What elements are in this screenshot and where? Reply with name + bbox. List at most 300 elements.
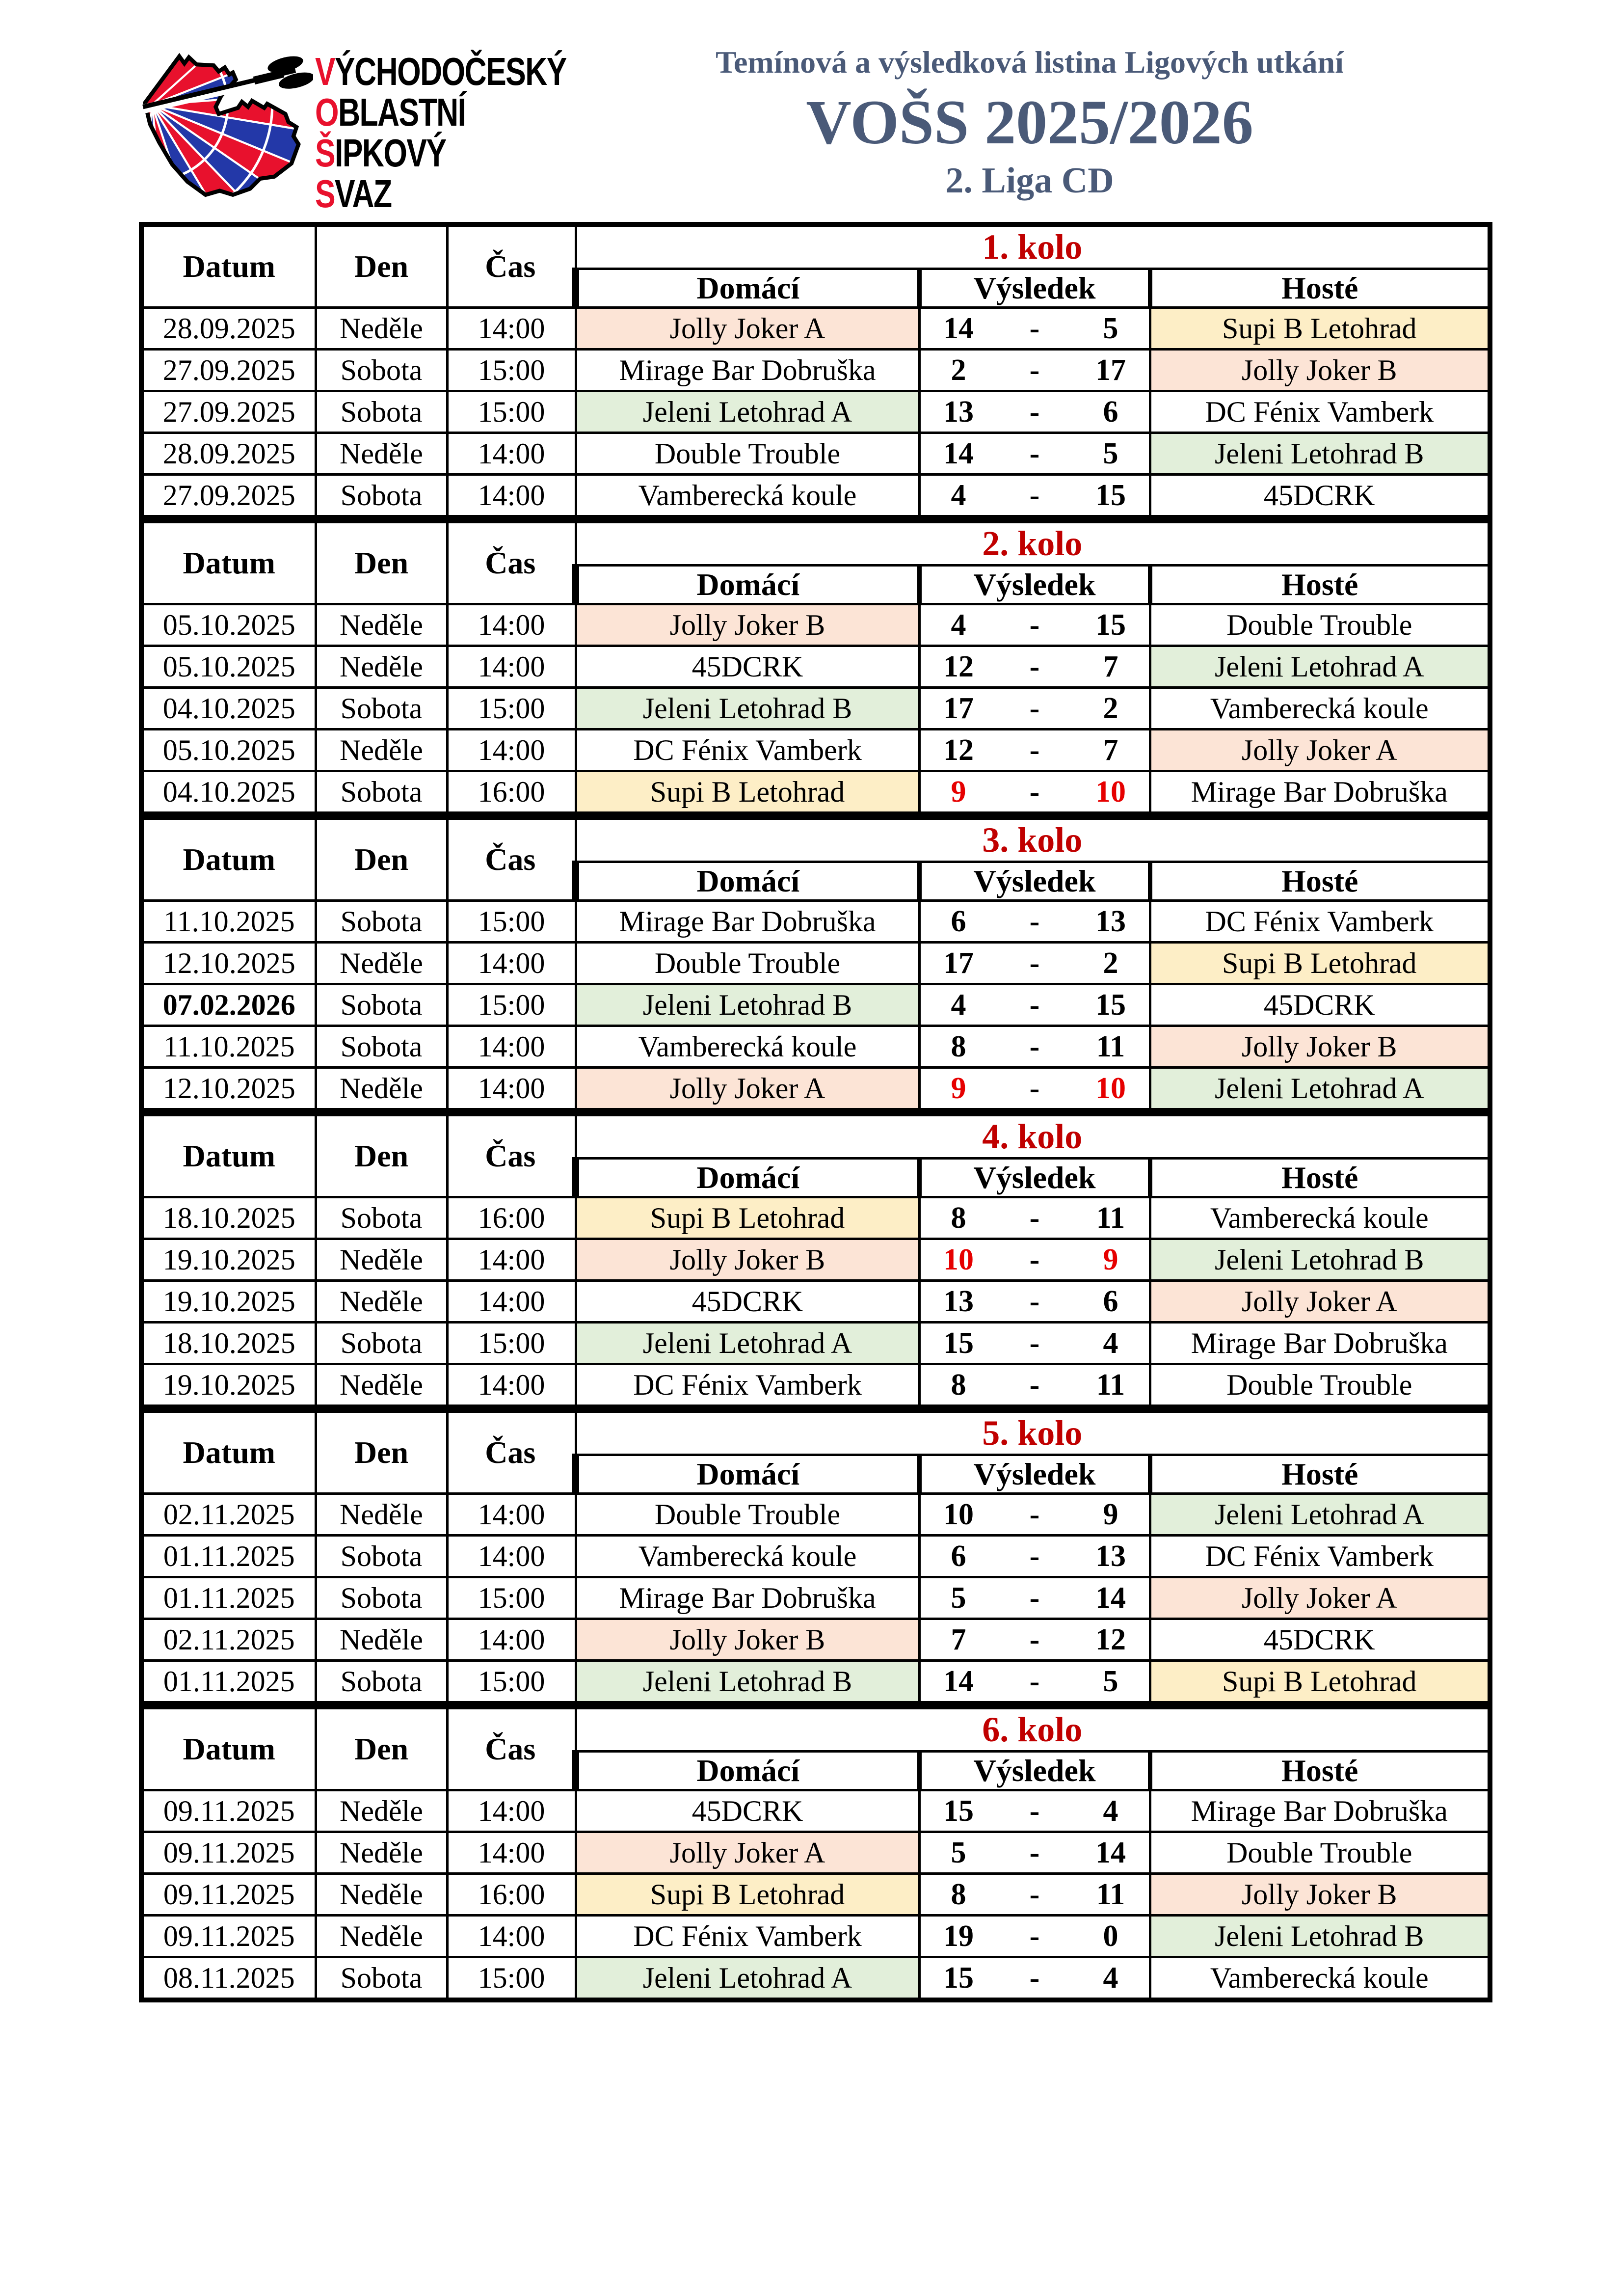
home-team-cell: DC Fénix Vamberk: [576, 1916, 919, 1957]
away-score: 4: [1103, 1794, 1118, 1828]
logo-initial: O: [315, 90, 338, 134]
home-team-cell: Vamberecká koule: [576, 1536, 919, 1577]
score-cell: [919, 1577, 1150, 1619]
score-dash: -: [1029, 1029, 1040, 1063]
col-header-cas: Čas: [447, 1707, 576, 1790]
col-header-den: Den: [316, 521, 447, 604]
logo-initial: Š: [315, 131, 335, 175]
date-cell: 28.09.2025: [141, 433, 316, 475]
away-team-cell: DC Fénix Vamberk: [1150, 1536, 1490, 1577]
day-cell: Sobota: [316, 688, 447, 729]
home-score: 8: [951, 1368, 966, 1402]
date-cell: 04.10.2025: [141, 771, 316, 814]
col-header-cas: Čas: [447, 224, 576, 308]
day-cell: Neděle: [316, 1619, 447, 1661]
home-team-cell: 45DCRK: [576, 1281, 919, 1323]
away-score: 6: [1103, 395, 1118, 429]
score-cell: [919, 1026, 1150, 1068]
away-score: 15: [1095, 478, 1126, 512]
home-score: 8: [951, 1877, 966, 1911]
score-cell: [919, 1068, 1150, 1111]
col-header-den: Den: [316, 1114, 447, 1197]
home-team-cell: Jeleni Letohrad A: [576, 1323, 919, 1364]
time-cell: 14:00: [447, 1619, 576, 1661]
score-cell: [919, 1494, 1150, 1536]
home-score: 15: [943, 1326, 974, 1360]
col-header-domaci: Domácí: [576, 1752, 919, 1790]
away-score: 13: [1095, 904, 1126, 938]
score-dash: -: [1029, 1794, 1040, 1828]
home-score: 4: [951, 478, 966, 512]
score-cell: [919, 1619, 1150, 1661]
away-team-cell: Jolly Joker B: [1150, 1026, 1490, 1068]
score-dash: -: [1029, 1836, 1040, 1869]
date-cell: 12.10.2025: [141, 1068, 316, 1111]
col-header-domaci: Domácí: [576, 269, 919, 308]
home-score: 7: [951, 1622, 966, 1656]
score-cell: [919, 1536, 1150, 1577]
title-block: [572, 45, 1488, 200]
time-cell: 15:00: [447, 1957, 576, 2000]
date-cell: 07.02.2026: [141, 984, 316, 1026]
date-cell: 05.10.2025: [141, 729, 316, 771]
home-team-cell: Supi B Letohrad: [576, 1874, 919, 1916]
score-dash: -: [1029, 1877, 1040, 1911]
home-team-cell: DC Fénix Vamberk: [576, 1364, 919, 1407]
col-header-datum: Datum: [141, 1707, 316, 1790]
away-team-cell: 45DCRK: [1150, 475, 1490, 518]
match-row: [141, 1281, 1490, 1323]
home-team-cell: Jolly Joker A: [576, 1832, 919, 1874]
time-cell: 15:00: [447, 901, 576, 943]
away-team-cell: Jeleni Letohrad B: [1150, 1239, 1490, 1281]
voss-logo-icon: [136, 43, 313, 215]
away-score: 9: [1103, 1497, 1118, 1531]
date-cell: 11.10.2025: [141, 1026, 316, 1068]
col-header-datum: Datum: [141, 521, 316, 604]
home-team-cell: Jeleni Letohrad A: [576, 391, 919, 433]
date-cell: 09.11.2025: [141, 1832, 316, 1874]
score-dash: -: [1029, 1497, 1040, 1531]
match-row: [141, 433, 1490, 475]
home-score: 5: [951, 1581, 966, 1615]
away-team-cell: Jeleni Letohrad A: [1150, 646, 1490, 688]
col-header-datum: Datum: [141, 817, 316, 901]
col-header-hoste: Hosté: [1150, 566, 1490, 604]
home-team-cell: Jolly Joker B: [576, 1239, 919, 1281]
score-cell: [919, 350, 1150, 391]
score-dash: -: [1029, 1326, 1040, 1360]
away-team-cell: Supi B Letohrad: [1150, 943, 1490, 984]
home-team-cell: Jeleni Letohrad B: [576, 1661, 919, 1704]
match-row: [141, 1068, 1490, 1111]
away-score: 15: [1095, 608, 1126, 642]
away-team-cell: Jeleni Letohrad B: [1150, 433, 1490, 475]
day-cell: Sobota: [316, 391, 447, 433]
col-header-hoste: Hosté: [1150, 1159, 1490, 1197]
score-cell: [919, 391, 1150, 433]
match-row: [141, 391, 1490, 433]
date-cell: 08.11.2025: [141, 1957, 316, 2000]
score-dash: -: [1029, 478, 1040, 512]
home-team-cell: Jolly Joker B: [576, 604, 919, 646]
away-score: 6: [1103, 1284, 1118, 1318]
score-dash: -: [1029, 946, 1040, 980]
home-team-cell: Double Trouble: [576, 1494, 919, 1536]
col-header-cas: Čas: [447, 521, 576, 604]
time-cell: 14:00: [447, 1790, 576, 1832]
match-row: [141, 1577, 1490, 1619]
date-cell: 12.10.2025: [141, 943, 316, 984]
home-team-cell: Supi B Letohrad: [576, 771, 919, 814]
away-team-cell: Mirage Bar Dobruška: [1150, 771, 1490, 814]
score-dash: -: [1029, 988, 1040, 1022]
score-cell: [919, 1323, 1150, 1364]
time-cell: 14:00: [447, 1536, 576, 1577]
score-dash: -: [1029, 1201, 1040, 1235]
day-cell: Sobota: [316, 984, 447, 1026]
score-cell: [919, 1197, 1150, 1239]
home-score: 13: [943, 1284, 974, 1318]
home-team-cell: Jeleni Letohrad B: [576, 688, 919, 729]
date-cell: 27.09.2025: [141, 475, 316, 518]
away-team-cell: Vamberecká koule: [1150, 688, 1490, 729]
away-team-cell: Jeleni Letohrad A: [1150, 1494, 1490, 1536]
match-row: [141, 1536, 1490, 1577]
home-team-cell: 45DCRK: [576, 1790, 919, 1832]
away-score: 13: [1095, 1539, 1126, 1573]
away-team-cell: Jolly Joker B: [1150, 1874, 1490, 1916]
col-header-hoste: Hosté: [1150, 862, 1490, 901]
date-cell: 19.10.2025: [141, 1239, 316, 1281]
score-cell: [919, 604, 1150, 646]
day-cell: Sobota: [316, 475, 447, 518]
match-row: [141, 1832, 1490, 1874]
home-team-cell: Mirage Bar Dobruška: [576, 350, 919, 391]
score-cell: [919, 1874, 1150, 1916]
home-score: 17: [943, 946, 974, 980]
time-cell: 14:00: [447, 604, 576, 646]
away-score: 4: [1103, 1326, 1118, 1360]
score-cell: [919, 308, 1150, 350]
col-header-cas: Čas: [447, 817, 576, 901]
home-team-cell: DC Fénix Vamberk: [576, 729, 919, 771]
date-cell: 02.11.2025: [141, 1619, 316, 1661]
home-team-cell: Mirage Bar Dobruška: [576, 901, 919, 943]
home-score: 9: [951, 1071, 966, 1105]
home-score: 12: [943, 733, 974, 767]
home-score: 19: [943, 1919, 974, 1953]
home-score: 15: [943, 1961, 974, 1995]
date-cell: 09.11.2025: [141, 1916, 316, 1957]
time-cell: 14:00: [447, 433, 576, 475]
time-cell: 15:00: [447, 350, 576, 391]
home-score: 13: [943, 395, 974, 429]
match-row: [141, 308, 1490, 350]
logo-word-rest: IPKOVÝ: [335, 131, 446, 175]
score-cell: [919, 1364, 1150, 1407]
away-score: 10: [1095, 775, 1126, 809]
time-cell: 14:00: [447, 1068, 576, 1111]
date-cell: 28.09.2025: [141, 308, 316, 350]
away-team-cell: DC Fénix Vamberk: [1150, 391, 1490, 433]
home-team-cell: Jeleni Letohrad B: [576, 984, 919, 1026]
score-dash: -: [1029, 1243, 1040, 1276]
away-team-cell: Double Trouble: [1150, 604, 1490, 646]
home-score: 14: [943, 436, 974, 470]
col-header-vysledek: Výsledek: [919, 1752, 1150, 1790]
away-team-cell: Jolly Joker B: [1150, 350, 1490, 391]
match-row: [141, 943, 1490, 984]
col-header-datum: Datum: [141, 1114, 316, 1197]
away-team-cell: Vamberecká koule: [1150, 1197, 1490, 1239]
score-cell: [919, 1281, 1150, 1323]
home-score: 6: [951, 1539, 966, 1573]
col-header-datum: Datum: [141, 1410, 316, 1494]
day-cell: Neděle: [316, 1790, 447, 1832]
logo-word-line: [315, 173, 566, 214]
time-cell: 15:00: [447, 688, 576, 729]
time-cell: 14:00: [447, 1494, 576, 1536]
time-cell: 14:00: [447, 729, 576, 771]
logo-word-line: [315, 133, 566, 173]
away-score: 7: [1103, 649, 1118, 683]
home-team-cell: 45DCRK: [576, 646, 919, 688]
home-score: 14: [943, 1664, 974, 1698]
home-score: 8: [951, 1029, 966, 1063]
match-row: [141, 1494, 1490, 1536]
away-score: 2: [1103, 691, 1118, 725]
round-title: 5. kolo: [576, 1410, 1490, 1455]
away-team-cell: Jolly Joker A: [1150, 1281, 1490, 1323]
score-cell: [919, 1661, 1150, 1704]
time-cell: 14:00: [447, 1239, 576, 1281]
score-dash: -: [1029, 1961, 1040, 1995]
day-cell: Neděle: [316, 646, 447, 688]
logo-initial: V: [315, 50, 335, 93]
match-row: [141, 1026, 1490, 1068]
time-cell: 14:00: [447, 646, 576, 688]
home-team-cell: Jolly Joker A: [576, 308, 919, 350]
round-title: 3. kolo: [576, 817, 1490, 862]
date-cell: 18.10.2025: [141, 1197, 316, 1239]
home-score: 5: [951, 1836, 966, 1869]
away-team-cell: DC Fénix Vamberk: [1150, 901, 1490, 943]
time-cell: 15:00: [447, 1577, 576, 1619]
match-row: [141, 771, 1490, 814]
time-cell: 16:00: [447, 1197, 576, 1239]
score-dash: -: [1029, 1919, 1040, 1953]
away-score: 2: [1103, 946, 1118, 980]
away-team-cell: Supi B Letohrad: [1150, 308, 1490, 350]
home-score: 10: [943, 1243, 974, 1276]
home-team-cell: Jolly Joker B: [576, 1619, 919, 1661]
home-score: 2: [951, 353, 966, 387]
match-row: [141, 901, 1490, 943]
col-header-vysledek: Výsledek: [919, 566, 1150, 604]
day-cell: Neděle: [316, 1068, 447, 1111]
away-team-cell: Jeleni Letohrad A: [1150, 1068, 1490, 1111]
day-cell: Neděle: [316, 433, 447, 475]
score-dash: -: [1029, 1664, 1040, 1698]
match-row: [141, 1323, 1490, 1364]
away-team-cell: Mirage Bar Dobruška: [1150, 1323, 1490, 1364]
home-score: 12: [943, 649, 974, 683]
day-cell: Neděle: [316, 1281, 447, 1323]
round-table-5: [139, 1408, 1492, 1706]
time-cell: 16:00: [447, 1874, 576, 1916]
match-row: [141, 729, 1490, 771]
date-cell: 11.10.2025: [141, 901, 316, 943]
score-dash: -: [1029, 395, 1040, 429]
round-table-1: [139, 222, 1492, 520]
score-dash: -: [1029, 1284, 1040, 1318]
round-title: 2. kolo: [576, 521, 1490, 566]
col-header-vysledek: Výsledek: [919, 1455, 1150, 1494]
home-score: 17: [943, 691, 974, 725]
match-row: [141, 475, 1490, 518]
score-dash: -: [1029, 1622, 1040, 1656]
score-cell: [919, 475, 1150, 518]
round-table-6: [139, 1704, 1492, 2002]
day-cell: Sobota: [316, 901, 447, 943]
date-cell: 27.09.2025: [141, 350, 316, 391]
col-header-domaci: Domácí: [576, 566, 919, 604]
match-row: [141, 646, 1490, 688]
day-cell: Neděle: [316, 1916, 447, 1957]
col-header-domaci: Domácí: [576, 1455, 919, 1494]
score-cell: [919, 729, 1150, 771]
score-dash: -: [1029, 733, 1040, 767]
date-cell: 01.11.2025: [141, 1661, 316, 1704]
match-row: [141, 1661, 1490, 1704]
date-cell: 09.11.2025: [141, 1874, 316, 1916]
score-cell: [919, 901, 1150, 943]
away-score: 11: [1096, 1368, 1125, 1402]
score-cell: [919, 1239, 1150, 1281]
away-score: 11: [1096, 1877, 1125, 1911]
score-dash: -: [1029, 608, 1040, 642]
day-cell: Neděle: [316, 1494, 447, 1536]
away-team-cell: Double Trouble: [1150, 1364, 1490, 1407]
match-row: [141, 604, 1490, 646]
day-cell: Sobota: [316, 1026, 447, 1068]
col-header-vysledek: Výsledek: [919, 1159, 1150, 1197]
day-cell: Sobota: [316, 1661, 447, 1704]
away-score: 15: [1095, 988, 1126, 1022]
day-cell: Neděle: [316, 604, 447, 646]
day-cell: Sobota: [316, 350, 447, 391]
away-score: 17: [1095, 353, 1126, 387]
day-cell: Sobota: [316, 1197, 447, 1239]
home-team-cell: Mirage Bar Dobruška: [576, 1577, 919, 1619]
date-cell: 01.11.2025: [141, 1577, 316, 1619]
away-score: 9: [1103, 1243, 1118, 1276]
time-cell: 15:00: [447, 391, 576, 433]
home-score: 6: [951, 904, 966, 938]
away-team-cell: Jolly Joker A: [1150, 729, 1490, 771]
col-header-hoste: Hosté: [1150, 269, 1490, 308]
match-row: [141, 984, 1490, 1026]
time-cell: 15:00: [447, 984, 576, 1026]
date-cell: 01.11.2025: [141, 1536, 316, 1577]
score-dash: -: [1029, 904, 1040, 938]
home-team-cell: Vamberecká koule: [576, 1026, 919, 1068]
time-cell: 15:00: [447, 1323, 576, 1364]
time-cell: 15:00: [447, 1661, 576, 1704]
score-dash: -: [1029, 436, 1040, 470]
away-score: 10: [1095, 1071, 1126, 1105]
round-title: 4. kolo: [576, 1114, 1490, 1159]
score-dash: -: [1029, 775, 1040, 809]
score-cell: [919, 1790, 1150, 1832]
time-cell: 14:00: [447, 475, 576, 518]
home-score: 4: [951, 608, 966, 642]
home-team-cell: Double Trouble: [576, 433, 919, 475]
home-team-cell: Jolly Joker A: [576, 1068, 919, 1111]
home-score: 15: [943, 1794, 974, 1828]
date-cell: 09.11.2025: [141, 1790, 316, 1832]
day-cell: Sobota: [316, 1957, 447, 2000]
away-score: 12: [1095, 1622, 1126, 1656]
col-header-den: Den: [316, 224, 447, 308]
home-team-cell: Vamberecká koule: [576, 475, 919, 518]
match-row: [141, 1364, 1490, 1407]
col-header-domaci: Domácí: [576, 862, 919, 901]
date-cell: 19.10.2025: [141, 1281, 316, 1323]
date-cell: 02.11.2025: [141, 1494, 316, 1536]
score-dash: -: [1029, 311, 1040, 345]
home-score: 8: [951, 1201, 966, 1235]
score-cell: [919, 1916, 1150, 1957]
away-score: 5: [1103, 1664, 1118, 1698]
time-cell: 14:00: [447, 308, 576, 350]
col-header-den: Den: [316, 1707, 447, 1790]
col-header-cas: Čas: [447, 1410, 576, 1494]
home-team-cell: Double Trouble: [576, 943, 919, 984]
away-team-cell: 45DCRK: [1150, 1619, 1490, 1661]
away-score: 11: [1096, 1201, 1125, 1235]
day-cell: Neděle: [316, 1874, 447, 1916]
away-score: 14: [1095, 1836, 1126, 1869]
home-score: 14: [943, 311, 974, 345]
away-team-cell: Jolly Joker A: [1150, 1577, 1490, 1619]
date-cell: 05.10.2025: [141, 646, 316, 688]
score-cell: [919, 688, 1150, 729]
home-team-cell: Supi B Letohrad: [576, 1197, 919, 1239]
time-cell: 14:00: [447, 1916, 576, 1957]
date-cell: 19.10.2025: [141, 1364, 316, 1407]
away-team-cell: Vamberecká koule: [1150, 1957, 1490, 2000]
score-dash: -: [1029, 691, 1040, 725]
logo-word-line: [315, 51, 566, 92]
date-cell: 04.10.2025: [141, 688, 316, 729]
away-score: 5: [1103, 436, 1118, 470]
date-cell: 18.10.2025: [141, 1323, 316, 1364]
away-score: 0: [1103, 1919, 1118, 1953]
score-cell: [919, 433, 1150, 475]
document-subtitle: Temínová a výsledková listina Ligových utkání: [716, 45, 1344, 80]
col-header-vysledek: Výsledek: [919, 269, 1150, 308]
score-dash: -: [1029, 1368, 1040, 1402]
logo-wordmark: [315, 51, 566, 214]
score-cell: [919, 646, 1150, 688]
away-score: 4: [1103, 1961, 1118, 1995]
day-cell: Sobota: [316, 1323, 447, 1364]
score-dash: -: [1029, 1539, 1040, 1573]
time-cell: 14:00: [447, 943, 576, 984]
date-cell: 05.10.2025: [141, 604, 316, 646]
